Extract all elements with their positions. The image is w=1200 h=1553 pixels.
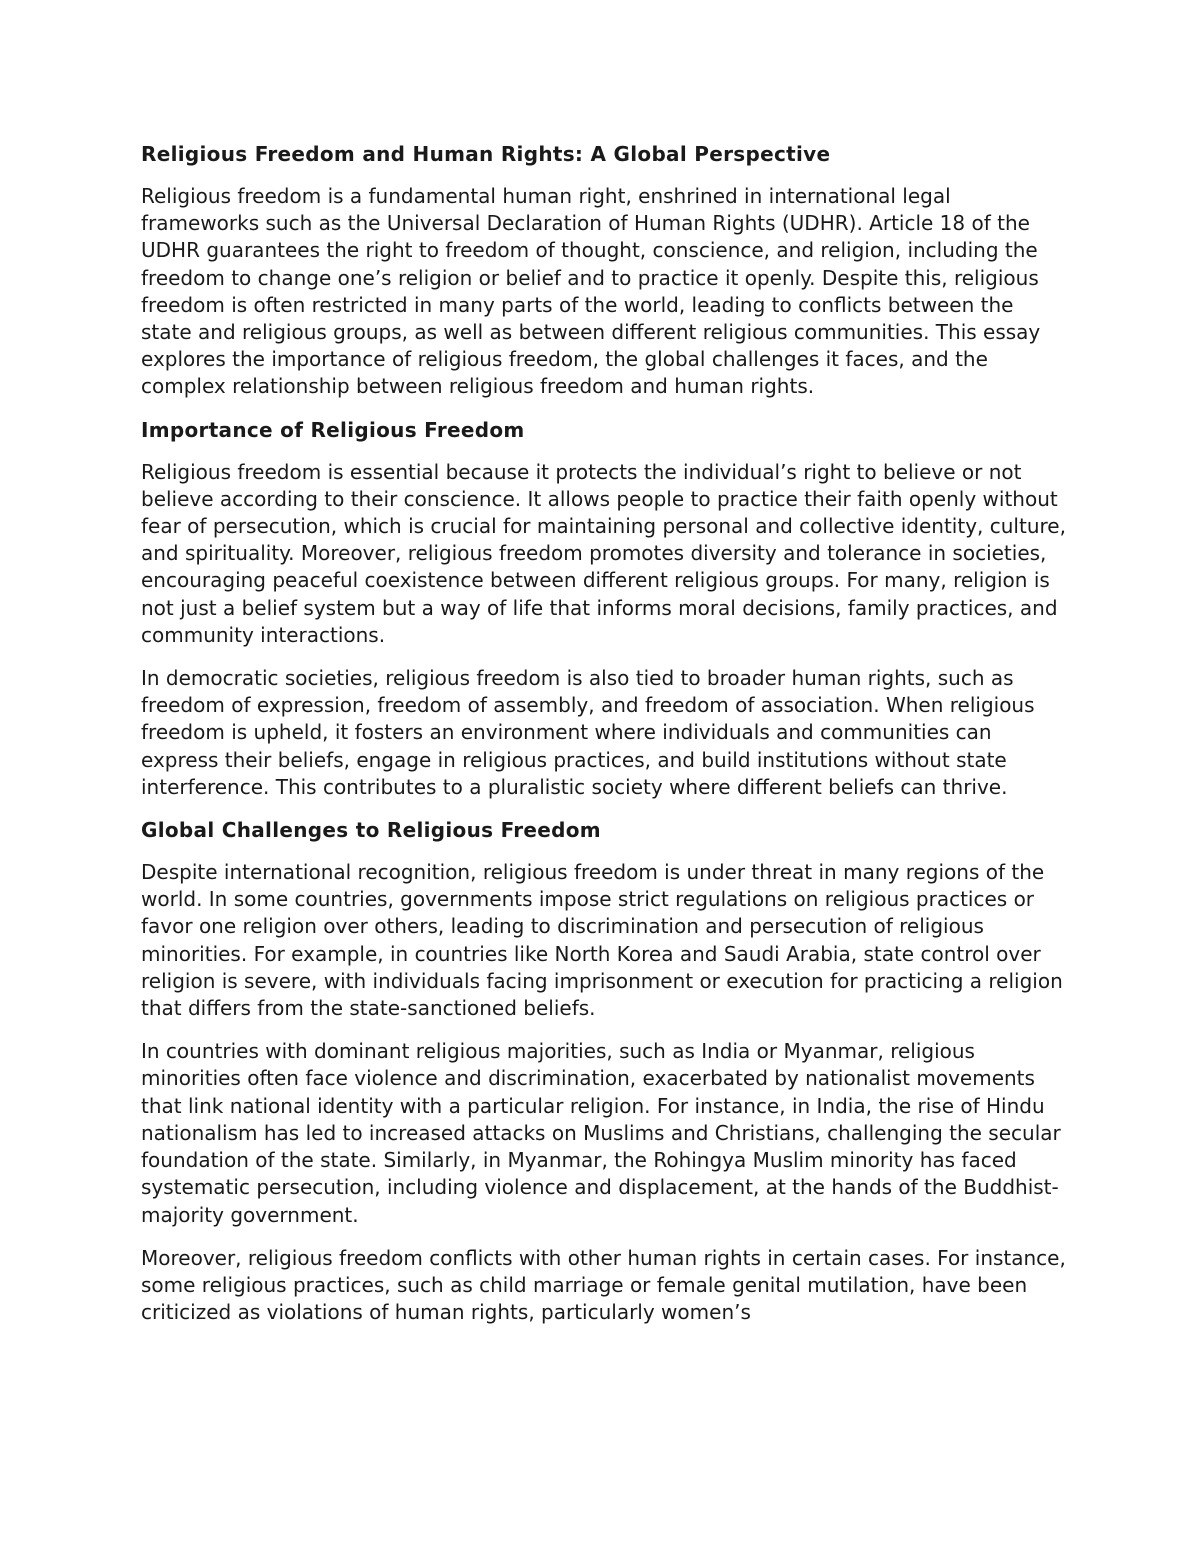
document-title: Religious Freedom and Human Rights: A Global Perspective [141, 142, 831, 166]
section-global-challenges [141, 817, 1066, 1326]
section-paragraph: Religious freedom is essential because it protects the individual’s right to believe or not believe according to their conscience. It allows people to practice their faith openly without fear of persecution, which is crucial for maintaining personal and collective identity, culture, and spirituality. Moreover, religious freedom promotes diversity and tolerance in societies, encouraging peaceful coexistence between different religious groups. For many, religion is not just a belief system but a way of life that informs moral decisions, family practices, and community interactions. [141, 459, 1066, 647]
document-page [141, 141, 1066, 1342]
section-paragraph: In countries with dominant religious majorities, such as India or Myanmar, religious minorities often face violence and discrimination, exacerbated by nationalist movements that link national identity with a particular religion. For instance, in India, the rise of Hindu nationalism has led to increased attacks on Muslims and Christians, challenging the secular foundation of the state. Similarly, in Myanmar, the Rohingya Muslim minority has faced systematic persecution, including violence and displacement, at the hands of the Buddhist-majority government. [141, 1039, 1061, 1227]
section-importance [141, 417, 1066, 801]
section-paragraph: Despite international recognition, religious freedom is under threat in many regions of the world. In some countries, governments impose strict regulations on religious practices or favor one religion over others, leading to discrimination and persecution of religious minorities. For example, in countries like North Korea and Saudi Arabia, state control over religion is severe, with individuals facing imprisonment or execution for practicing a religion that differs from the state-sanctioned beliefs. [141, 860, 1063, 1021]
section-heading: Global Challenges to Religious Freedom [141, 818, 601, 843]
section-heading: Importance of Religious Freedom [141, 417, 525, 442]
section-paragraph: In democratic societies, religious freedom is also tied to broader human rights, such as freedom of expression, freedom of assembly, and freedom of association. When religious freedom is upheld, it fosters an environment where individuals and communities can express their beliefs, engage in religious practices, and build institutions without state interference. This contributes to a pluralistic society where different beliefs can thrive. [141, 666, 1035, 799]
intro-paragraph: Religious freedom is a fundamental human right, enshrined in international legal frameworks such as the Universal Declaration of Human Rights (UDHR). Article 18 of the UDHR guarantees the right to freedom of thought, conscience, and religion, including the freedom to change one’s religion or belief and to practice it openly. Despite this, religious freedom is often restricted in many parts of the world, leading to conflicts between the state and religious groups, as well as between different religious communities. This essay explores the importance of religious freedom, the global challenges it faces, and the complex relationship between religious freedom and human rights. [141, 184, 1041, 399]
section-paragraph: Moreover, religious freedom conflicts with other human rights in certain cases. For instance, some religious practices, such as child marriage or female genital mutilation, have been criticized as violations of human rights, particularly women’s [141, 1245, 1066, 1325]
